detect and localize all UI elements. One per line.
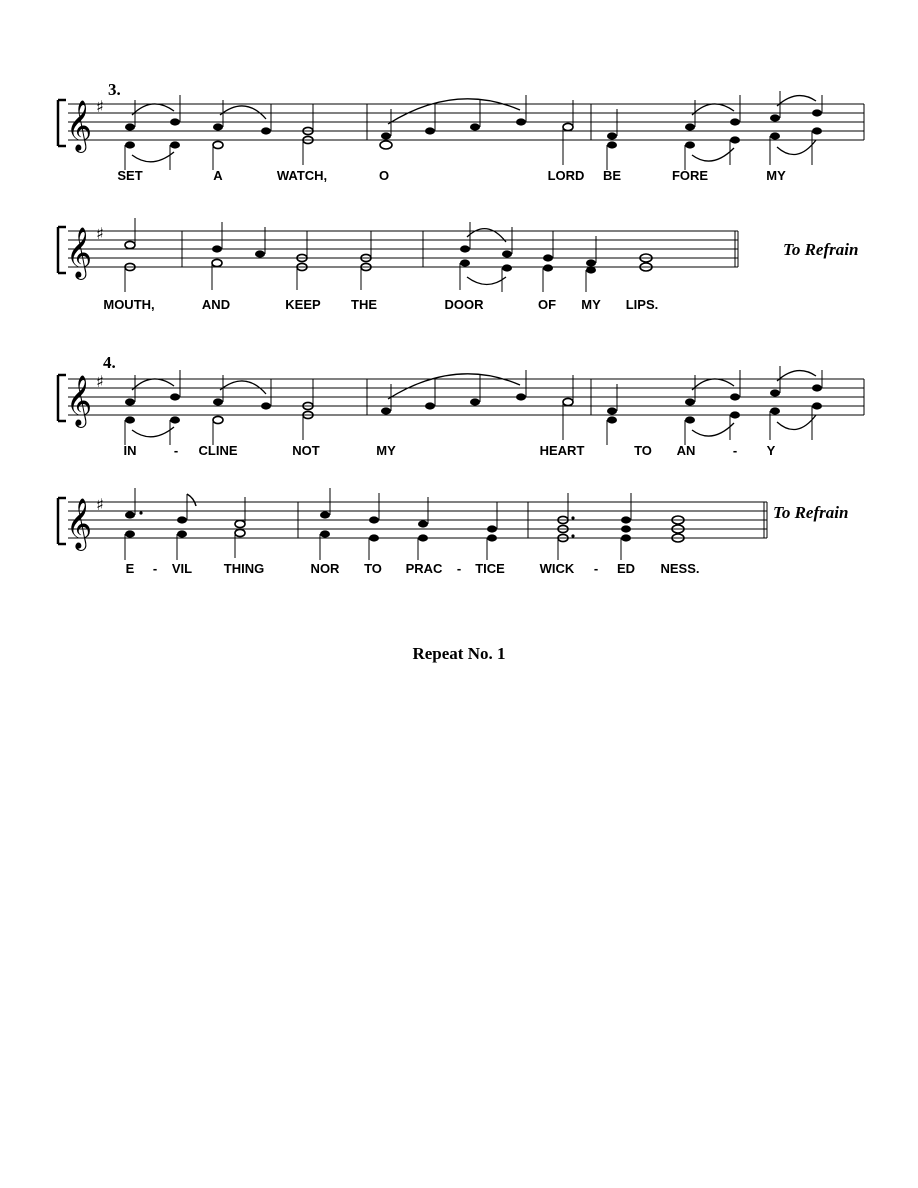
lyric-syllable: TO	[364, 561, 382, 576]
svg-text:♯: ♯	[96, 224, 104, 243]
lyric-syllable: AND	[201, 297, 231, 312]
lyric-syllable: THE	[351, 297, 377, 312]
lyric-syllable: KEEP	[285, 297, 321, 312]
svg-text:♯: ♯	[96, 97, 104, 116]
lyric-syllable: BE	[602, 168, 622, 183]
lyric-syllable: O	[378, 168, 390, 183]
lyric-syllable: NOT	[292, 443, 320, 458]
lyric-syllable: LORD	[547, 168, 585, 183]
repeat-instruction: Repeat No. 1	[412, 644, 506, 663]
svg-text:♯: ♯	[96, 372, 104, 391]
lyric-syllable: -	[593, 561, 599, 576]
svg-text:𝄞: 𝄞	[66, 498, 93, 549]
lyric-syllable: MY	[581, 297, 601, 312]
verse-number: 4.	[103, 353, 116, 372]
lyric-syllable: TO	[634, 443, 652, 458]
lyric-syllable: PRAC	[405, 561, 443, 576]
lyric-syllable: NESS.	[660, 561, 700, 576]
to-refrain-note: To Refrain	[773, 503, 849, 522]
lyric-syllable: NOR	[310, 561, 340, 576]
lyric-syllable: CLINE	[198, 443, 238, 458]
lyric-syllable: -	[173, 443, 179, 458]
lyric-syllable: DOOR	[444, 297, 484, 312]
verse-number: 3.	[108, 80, 121, 99]
svg-text:♯: ♯	[96, 495, 104, 514]
lyric-syllable: FORE	[671, 168, 709, 183]
lyric-syllable: A	[213, 168, 223, 183]
lyric-syllable: THING	[223, 561, 265, 576]
lyric-syllable: E	[125, 561, 135, 576]
svg-text:𝄞: 𝄞	[66, 227, 93, 278]
lyric-syllable: MY	[376, 443, 396, 458]
lyric-syllable: HEART	[539, 443, 585, 458]
lyric-syllable: TICE	[475, 561, 505, 576]
to-refrain-note: To Refrain	[783, 240, 859, 259]
lyric-syllable: ED	[616, 561, 636, 576]
lyric-syllable: MOUTH,	[103, 297, 155, 312]
lyric-syllable: -	[732, 443, 738, 458]
lyric-syllable: -	[152, 561, 158, 576]
treble-clef-icon: 𝄞	[66, 100, 93, 151]
lyric-syllable: LIPS.	[625, 297, 659, 312]
lyric-syllable: OF	[537, 297, 557, 312]
staff-notation	[0, 0, 918, 590]
lyric-syllable: IN	[123, 443, 137, 458]
lyric-syllable: AN	[676, 443, 696, 458]
lyric-syllable: VIL	[171, 561, 193, 576]
lyric-syllable: Y	[766, 443, 776, 458]
svg-text:𝄞: 𝄞	[66, 375, 93, 426]
lyric-syllable: -	[456, 561, 462, 576]
lyric-syllable: MY	[766, 168, 786, 183]
lyric-syllable: WATCH,	[276, 168, 328, 183]
lyric-syllable: SET	[117, 168, 143, 183]
lyric-syllable: WICK	[539, 561, 575, 576]
